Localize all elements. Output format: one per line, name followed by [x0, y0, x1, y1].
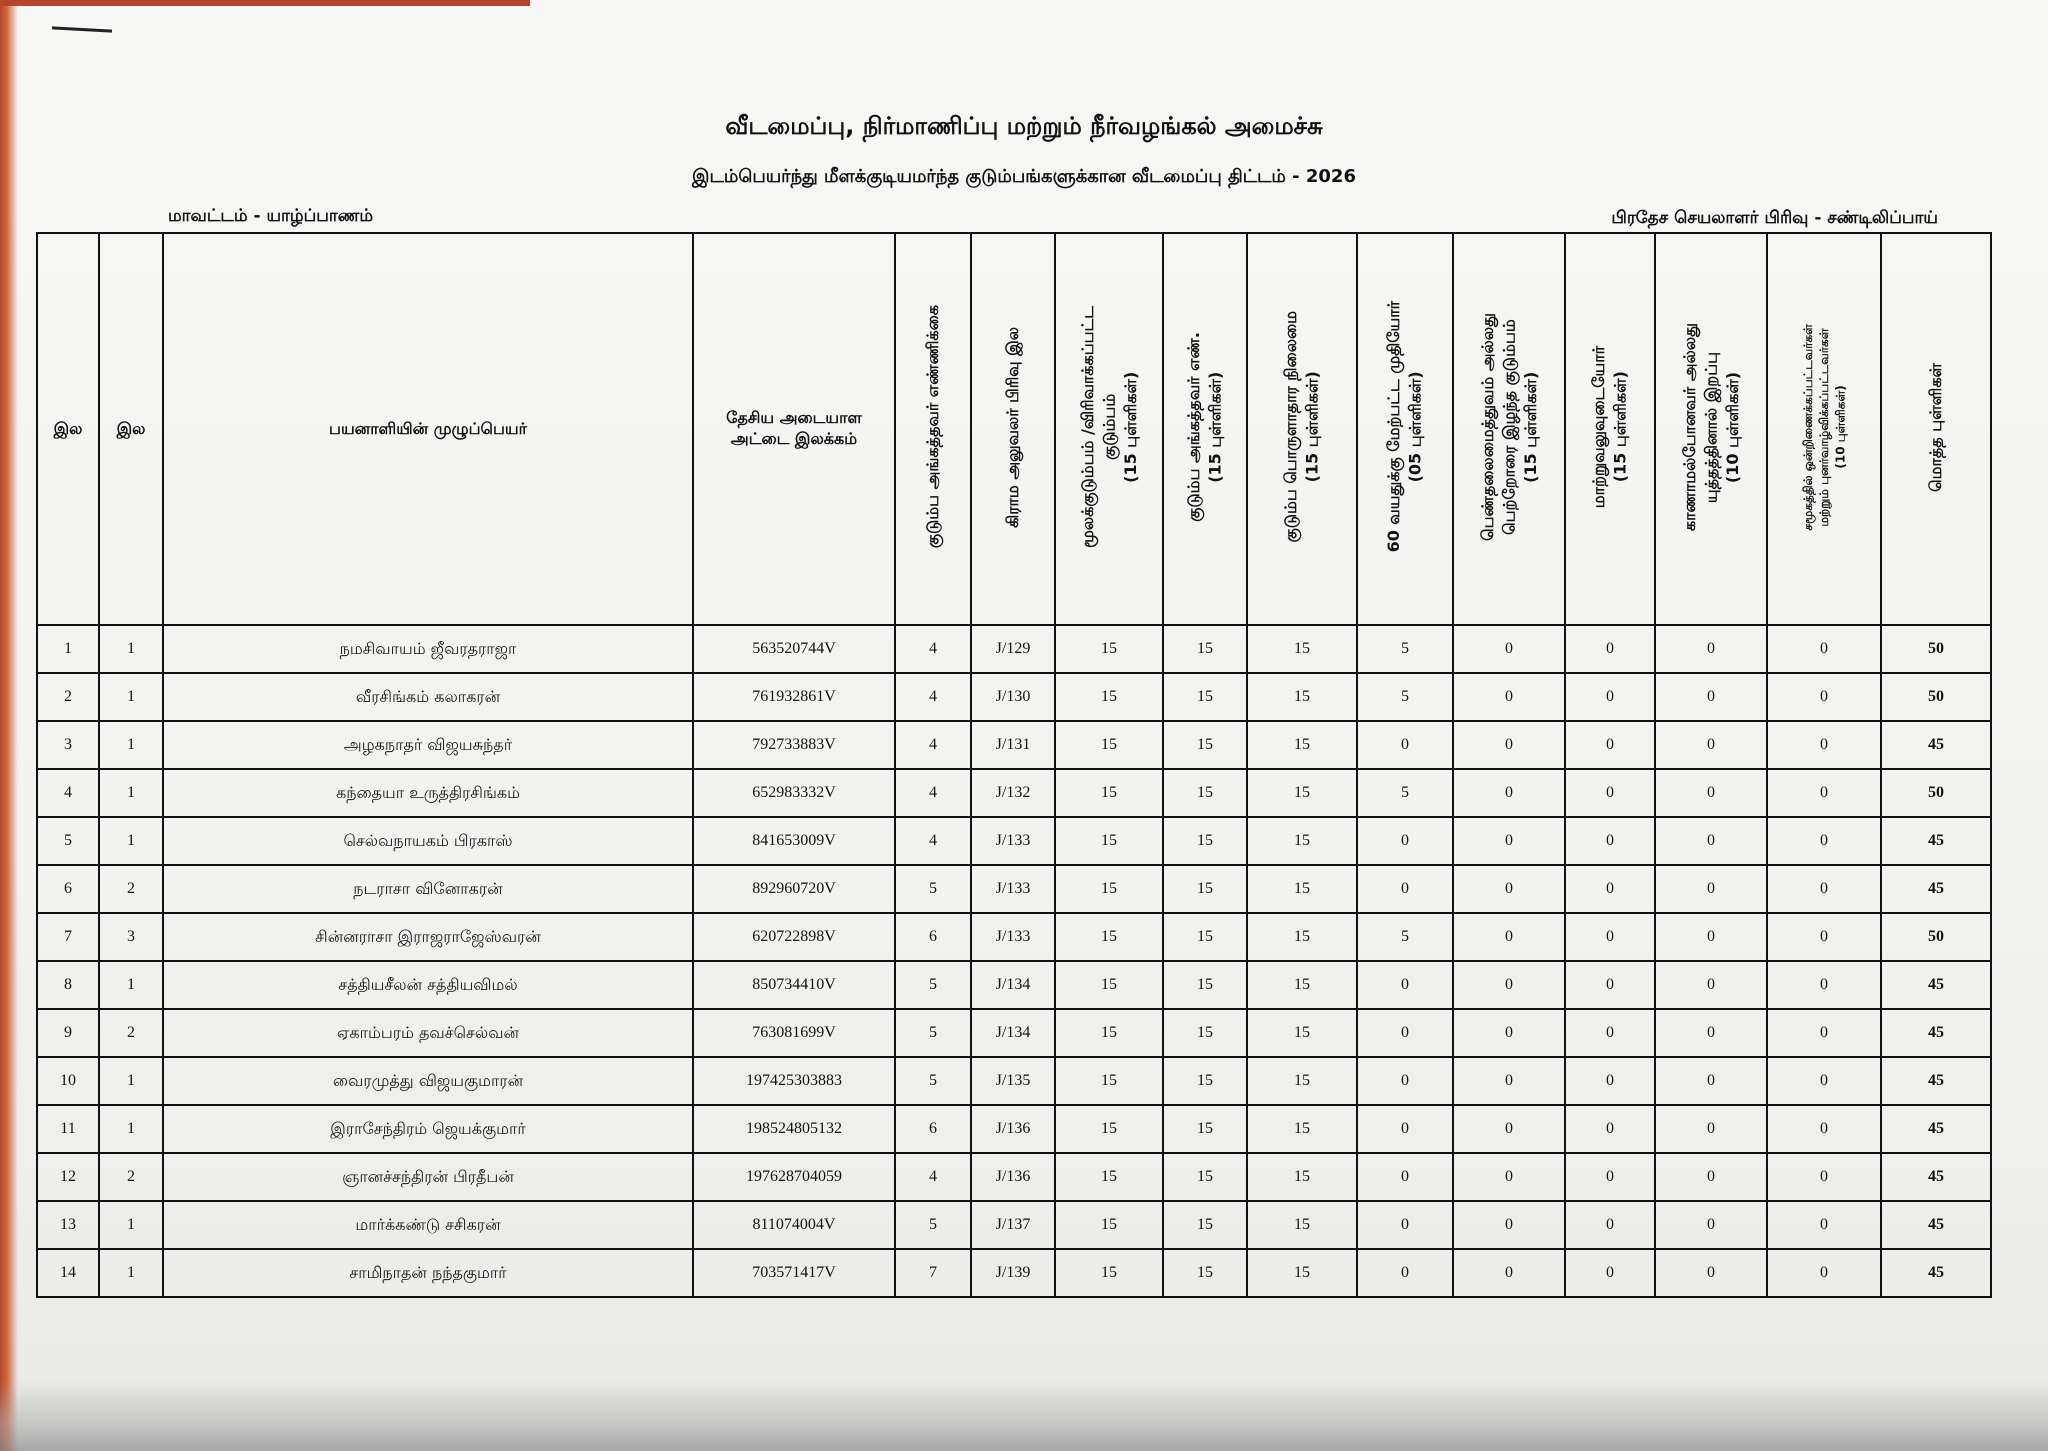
- cell-gn-division: J/130: [971, 673, 1055, 721]
- cell-economic: 15: [1247, 913, 1357, 961]
- cell-gn-division: J/129: [971, 625, 1055, 673]
- col-header-members: குடும்ப அங்கத்தவர் எண்ணிக்கை: [895, 233, 971, 625]
- cell-members: 5: [895, 1201, 971, 1249]
- cell-number: 2: [99, 1153, 163, 1201]
- cell-elderly: 0: [1357, 817, 1453, 865]
- cell-name: செல்வநாயகம் பிரகாஸ்: [163, 817, 693, 865]
- cell-gn-division: J/134: [971, 1009, 1055, 1057]
- cell-family-type: 15: [1055, 673, 1163, 721]
- table-row: [37, 961, 1991, 1009]
- cell-serial: 5: [37, 817, 99, 865]
- cell-economic: 15: [1247, 1009, 1357, 1057]
- cell-number: 1: [99, 1057, 163, 1105]
- col-header-total: மொத்த புள்ளிகள்: [1881, 233, 1991, 625]
- cell-members: 5: [895, 1057, 971, 1105]
- cell-name: இராசேந்திரம் ஜெயக்குமார்: [163, 1105, 693, 1153]
- cell-family-type: 15: [1055, 1105, 1163, 1153]
- cell-missing: 0: [1655, 1105, 1767, 1153]
- cell-member-points: 15: [1163, 625, 1247, 673]
- cell-gn-division: J/134: [971, 961, 1055, 1009]
- cell-economic: 15: [1247, 1249, 1357, 1297]
- document-title: வீடமைப்பு, நிர்மாணிப்பு மற்றும் நீர்வழங்கல் அமைச்சு: [725, 112, 1323, 140]
- table-header-row: [37, 233, 1991, 625]
- cell-number: 1: [99, 1105, 163, 1153]
- district-label: மாவட்டம் - யாழ்ப்பாணம்: [168, 206, 374, 226]
- cell-economic: 15: [1247, 625, 1357, 673]
- cell-economic: 15: [1247, 673, 1357, 721]
- cell-number: 1: [99, 673, 163, 721]
- cell-female-headed: 0: [1453, 865, 1565, 913]
- cell-number: 2: [99, 865, 163, 913]
- cell-disabled: 0: [1565, 865, 1655, 913]
- cell-family-type: 15: [1055, 1153, 1163, 1201]
- cell-name: மார்க்கண்டு சசிகரன்: [163, 1201, 693, 1249]
- cell-gn-division: J/139: [971, 1249, 1055, 1297]
- cell-reintegrated: 0: [1767, 961, 1881, 1009]
- cell-elderly: 0: [1357, 1153, 1453, 1201]
- cell-serial: 9: [37, 1009, 99, 1057]
- cell-member-points: 15: [1163, 1009, 1247, 1057]
- cell-serial: 13: [37, 1201, 99, 1249]
- cell-reintegrated: 0: [1767, 769, 1881, 817]
- col-header-missing: காணாமல்போனவர் அல்லது யுத்தத்தினால் இறப்பு (10 புள்ளிகள்): [1655, 233, 1767, 625]
- cell-nic: 197628704059: [693, 1153, 895, 1201]
- cell-disabled: 0: [1565, 625, 1655, 673]
- cell-member-points: 15: [1163, 913, 1247, 961]
- cell-female-headed: 0: [1453, 817, 1565, 865]
- cell-missing: 0: [1655, 769, 1767, 817]
- cell-name: வைரமுத்து விஜயகுமாரன்: [163, 1057, 693, 1105]
- cell-serial: 4: [37, 769, 99, 817]
- cell-female-headed: 0: [1453, 625, 1565, 673]
- cell-serial: 12: [37, 1153, 99, 1201]
- cell-reintegrated: 0: [1767, 721, 1881, 769]
- cell-total: 45: [1881, 1153, 1991, 1201]
- cell-female-headed: 0: [1453, 769, 1565, 817]
- cell-disabled: 0: [1565, 721, 1655, 769]
- cell-disabled: 0: [1565, 1153, 1655, 1201]
- page-top-edge: [0, 0, 530, 6]
- cell-economic: 15: [1247, 721, 1357, 769]
- cell-missing: 0: [1655, 625, 1767, 673]
- cell-economic: 15: [1247, 817, 1357, 865]
- cell-female-headed: 0: [1453, 673, 1565, 721]
- cell-total: 45: [1881, 721, 1991, 769]
- table-row: [37, 1009, 1991, 1057]
- cell-elderly: 0: [1357, 1249, 1453, 1297]
- col-header-reintegrated: சமூகத்தில் ஒன்றிணைக்கப்பட்டவர்கள் மற்றும் புனர்வாழ்விக்கப்பட்டவர்கள் (10 புள்ளிகள்): [1767, 233, 1881, 625]
- cell-number: 1: [99, 721, 163, 769]
- col-header-member-count-points: குடும்ப அங்கத்தவர் எண். (15 புள்ளிகள்): [1163, 233, 1247, 625]
- cell-missing: 0: [1655, 1201, 1767, 1249]
- col-header-female-headed: பெண்தலைமைத்துவம் அல்லது பெற்றோரை இழந்த குடும்பம் (15 புள்ளிகள்): [1453, 233, 1565, 625]
- cell-serial: 10: [37, 1057, 99, 1105]
- cell-disabled: 0: [1565, 961, 1655, 1009]
- col-header-gn-division: கிராம அலுவலர் பிரிவு இல: [971, 233, 1055, 625]
- cell-disabled: 0: [1565, 769, 1655, 817]
- cell-reintegrated: 0: [1767, 1057, 1881, 1105]
- cell-family-type: 15: [1055, 1249, 1163, 1297]
- cell-member-points: 15: [1163, 721, 1247, 769]
- cell-members: 6: [895, 1105, 971, 1153]
- cell-gn-division: J/133: [971, 817, 1055, 865]
- cell-member-points: 15: [1163, 1249, 1247, 1297]
- scan-shadow: [0, 1380, 2048, 1451]
- cell-member-points: 15: [1163, 769, 1247, 817]
- cell-total: 50: [1881, 913, 1991, 961]
- cell-economic: 15: [1247, 865, 1357, 913]
- table-row: [37, 673, 1991, 721]
- cell-name: அழகநாதர் விஜயசுந்தர்: [163, 721, 693, 769]
- cell-members: 5: [895, 1009, 971, 1057]
- table-row: [37, 1201, 1991, 1249]
- cell-member-points: 15: [1163, 817, 1247, 865]
- cell-female-headed: 0: [1453, 961, 1565, 1009]
- table-row: [37, 913, 1991, 961]
- cell-elderly: 5: [1357, 625, 1453, 673]
- cell-missing: 0: [1655, 1057, 1767, 1105]
- cell-elderly: 0: [1357, 1057, 1453, 1105]
- cell-member-points: 15: [1163, 1153, 1247, 1201]
- cell-economic: 15: [1247, 1153, 1357, 1201]
- cell-elderly: 5: [1357, 673, 1453, 721]
- cell-nic: 850734410V: [693, 961, 895, 1009]
- cell-nic: 792733883V: [693, 721, 895, 769]
- cell-family-type: 15: [1055, 817, 1163, 865]
- cell-female-headed: 0: [1453, 1057, 1565, 1105]
- cell-family-type: 15: [1055, 721, 1163, 769]
- table-row: [37, 1057, 1991, 1105]
- cell-nic: 703571417V: [693, 1249, 895, 1297]
- cell-female-headed: 0: [1453, 721, 1565, 769]
- cell-members: 7: [895, 1249, 971, 1297]
- table-row: [37, 865, 1991, 913]
- cell-gn-division: J/137: [971, 1201, 1055, 1249]
- cell-nic: 563520744V: [693, 625, 895, 673]
- cell-nic: 763081699V: [693, 1009, 895, 1057]
- cell-gn-division: J/136: [971, 1105, 1055, 1153]
- cell-name: ஏகாம்பரம் தவச்செல்வன்: [163, 1009, 693, 1057]
- cell-nic: 198524805132: [693, 1105, 895, 1153]
- cell-member-points: 15: [1163, 673, 1247, 721]
- cell-total: 45: [1881, 961, 1991, 1009]
- cell-serial: 14: [37, 1249, 99, 1297]
- cell-disabled: 0: [1565, 913, 1655, 961]
- cell-name: நமசிவாயம் ஜீவரதராஜா: [163, 625, 693, 673]
- cell-female-headed: 0: [1453, 1201, 1565, 1249]
- cell-members: 4: [895, 817, 971, 865]
- cell-female-headed: 0: [1453, 1153, 1565, 1201]
- table-row: [37, 1153, 1991, 1201]
- cell-family-type: 15: [1055, 1201, 1163, 1249]
- cell-name: சாமிநாதன் நந்தகுமார்: [163, 1249, 693, 1297]
- cell-family-type: 15: [1055, 913, 1163, 961]
- cell-total: 45: [1881, 1057, 1991, 1105]
- col-header-number: இல: [99, 233, 163, 625]
- cell-name: சத்தியசீலன் சத்தியவிமல்: [163, 961, 693, 1009]
- cell-disabled: 0: [1565, 1057, 1655, 1105]
- cell-economic: 15: [1247, 1201, 1357, 1249]
- cell-member-points: 15: [1163, 1057, 1247, 1105]
- cell-elderly: 0: [1357, 1105, 1453, 1153]
- cell-disabled: 0: [1565, 1249, 1655, 1297]
- cell-total: 45: [1881, 1009, 1991, 1057]
- table-row: [37, 769, 1991, 817]
- cell-missing: 0: [1655, 817, 1767, 865]
- page-edge: [0, 0, 18, 1451]
- cell-missing: 0: [1655, 673, 1767, 721]
- cell-reintegrated: 0: [1767, 673, 1881, 721]
- col-header-name: பயனாளியின் முழுப்பெயர்: [163, 233, 693, 625]
- cell-number: 1: [99, 961, 163, 1009]
- cell-disabled: 0: [1565, 1201, 1655, 1249]
- cell-family-type: 15: [1055, 961, 1163, 1009]
- cell-total: 50: [1881, 769, 1991, 817]
- cell-members: 4: [895, 625, 971, 673]
- cell-member-points: 15: [1163, 1201, 1247, 1249]
- cell-nic: 197425303883: [693, 1057, 895, 1105]
- cell-number: 2: [99, 1009, 163, 1057]
- col-header-family-type: மூலக்குடும்பம் /விரிவாக்கப்பட்ட குடும்பம் (15 புள்ளிகள்): [1055, 233, 1163, 625]
- cell-member-points: 15: [1163, 1105, 1247, 1153]
- cell-disabled: 0: [1565, 1105, 1655, 1153]
- cell-reintegrated: 0: [1767, 1009, 1881, 1057]
- cell-economic: 15: [1247, 1105, 1357, 1153]
- cell-number: 3: [99, 913, 163, 961]
- col-header-elderly: 60 வயதுக்கு மேற்பட்ட முதியோர் (05 புள்ளிகள்): [1357, 233, 1453, 625]
- cell-members: 5: [895, 961, 971, 1009]
- cell-nic: 620722898V: [693, 913, 895, 961]
- cell-missing: 0: [1655, 865, 1767, 913]
- cell-name: சின்னராசா இராஜராஜேஸ்வரன்: [163, 913, 693, 961]
- col-header-economic-status: குடும்ப பொருளாதார நிலைமை (15 புள்ளிகள்): [1247, 233, 1357, 625]
- cell-reintegrated: 0: [1767, 1201, 1881, 1249]
- col-header-serial: இல: [37, 233, 99, 625]
- cell-name: கந்தையா உருத்திரசிங்கம்: [163, 769, 693, 817]
- cell-gn-division: J/133: [971, 865, 1055, 913]
- cell-member-points: 15: [1163, 865, 1247, 913]
- cell-number: 1: [99, 769, 163, 817]
- cell-serial: 11: [37, 1105, 99, 1153]
- cell-reintegrated: 0: [1767, 625, 1881, 673]
- cell-reintegrated: 0: [1767, 1105, 1881, 1153]
- division-label: பிரதேச செயலாளர் பிரிவு - சண்டிலிப்பாய்: [1611, 208, 1938, 228]
- cell-name: வீரசிங்கம் கலாகரன்: [163, 673, 693, 721]
- cell-name: நடராசா வினோகரன்: [163, 865, 693, 913]
- cell-elderly: 0: [1357, 721, 1453, 769]
- cell-total: 45: [1881, 1201, 1991, 1249]
- cell-family-type: 15: [1055, 625, 1163, 673]
- cell-members: 4: [895, 1153, 971, 1201]
- cell-family-type: 15: [1055, 865, 1163, 913]
- cell-missing: 0: [1655, 1153, 1767, 1201]
- cell-reintegrated: 0: [1767, 865, 1881, 913]
- cell-total: 50: [1881, 625, 1991, 673]
- cell-reintegrated: 0: [1767, 1153, 1881, 1201]
- table-row: [37, 625, 1991, 673]
- cell-disabled: 0: [1565, 673, 1655, 721]
- cell-total: 45: [1881, 1249, 1991, 1297]
- cell-total: 50: [1881, 673, 1991, 721]
- pen-mark: [52, 26, 112, 32]
- cell-nic: 811074004V: [693, 1201, 895, 1249]
- cell-total: 45: [1881, 817, 1991, 865]
- cell-total: 45: [1881, 865, 1991, 913]
- cell-female-headed: 0: [1453, 913, 1565, 961]
- table-row: [37, 721, 1991, 769]
- cell-reintegrated: 0: [1767, 1249, 1881, 1297]
- cell-number: 1: [99, 1201, 163, 1249]
- cell-serial: 1: [37, 625, 99, 673]
- cell-elderly: 0: [1357, 1009, 1453, 1057]
- cell-members: 4: [895, 673, 971, 721]
- cell-serial: 6: [37, 865, 99, 913]
- cell-number: 1: [99, 625, 163, 673]
- cell-elderly: 5: [1357, 769, 1453, 817]
- cell-reintegrated: 0: [1767, 913, 1881, 961]
- cell-serial: 8: [37, 961, 99, 1009]
- cell-serial: 7: [37, 913, 99, 961]
- table-row: [37, 817, 1991, 865]
- cell-members: 4: [895, 769, 971, 817]
- cell-female-headed: 0: [1453, 1249, 1565, 1297]
- cell-economic: 15: [1247, 1057, 1357, 1105]
- cell-nic: 841653009V: [693, 817, 895, 865]
- cell-nic: 892960720V: [693, 865, 895, 913]
- cell-economic: 15: [1247, 769, 1357, 817]
- cell-missing: 0: [1655, 961, 1767, 1009]
- cell-members: 4: [895, 721, 971, 769]
- cell-gn-division: J/131: [971, 721, 1055, 769]
- beneficiary-table: [36, 232, 1992, 1298]
- cell-missing: 0: [1655, 913, 1767, 961]
- cell-gn-division: J/136: [971, 1153, 1055, 1201]
- cell-serial: 3: [37, 721, 99, 769]
- cell-family-type: 15: [1055, 1009, 1163, 1057]
- cell-missing: 0: [1655, 1009, 1767, 1057]
- cell-female-headed: 0: [1453, 1009, 1565, 1057]
- cell-total: 45: [1881, 1105, 1991, 1153]
- cell-gn-division: J/135: [971, 1057, 1055, 1105]
- cell-disabled: 0: [1565, 817, 1655, 865]
- cell-elderly: 0: [1357, 865, 1453, 913]
- cell-economic: 15: [1247, 961, 1357, 1009]
- cell-elderly: 0: [1357, 961, 1453, 1009]
- cell-elderly: 5: [1357, 913, 1453, 961]
- cell-elderly: 0: [1357, 1201, 1453, 1249]
- cell-number: 1: [99, 817, 163, 865]
- cell-gn-division: J/133: [971, 913, 1055, 961]
- cell-gn-division: J/132: [971, 769, 1055, 817]
- cell-member-points: 15: [1163, 961, 1247, 1009]
- cell-family-type: 15: [1055, 1057, 1163, 1105]
- cell-members: 5: [895, 865, 971, 913]
- col-header-nic: தேசிய அடையாள அட்டை இலக்கம்: [693, 233, 895, 625]
- cell-missing: 0: [1655, 1249, 1767, 1297]
- col-header-disabled: மாற்றுவலுவுடையோர் (15 புள்ளிகள்): [1565, 233, 1655, 625]
- cell-nic: 761932861V: [693, 673, 895, 721]
- cell-family-type: 15: [1055, 769, 1163, 817]
- cell-name: ஞானச்சந்திரன் பிரதீபன்: [163, 1153, 693, 1201]
- table-row: [37, 1249, 1991, 1297]
- document-subtitle: இடம்பெயர்ந்து மீளக்குடியமர்ந்த குடும்பங்களுக்கான வீடமைப்பு திட்டம் - 2026: [692, 166, 1356, 187]
- cell-members: 6: [895, 913, 971, 961]
- cell-nic: 652983332V: [693, 769, 895, 817]
- cell-serial: 2: [37, 673, 99, 721]
- table-row: [37, 1105, 1991, 1153]
- cell-number: 1: [99, 1249, 163, 1297]
- cell-female-headed: 0: [1453, 1105, 1565, 1153]
- cell-reintegrated: 0: [1767, 817, 1881, 865]
- cell-missing: 0: [1655, 721, 1767, 769]
- cell-disabled: 0: [1565, 1009, 1655, 1057]
